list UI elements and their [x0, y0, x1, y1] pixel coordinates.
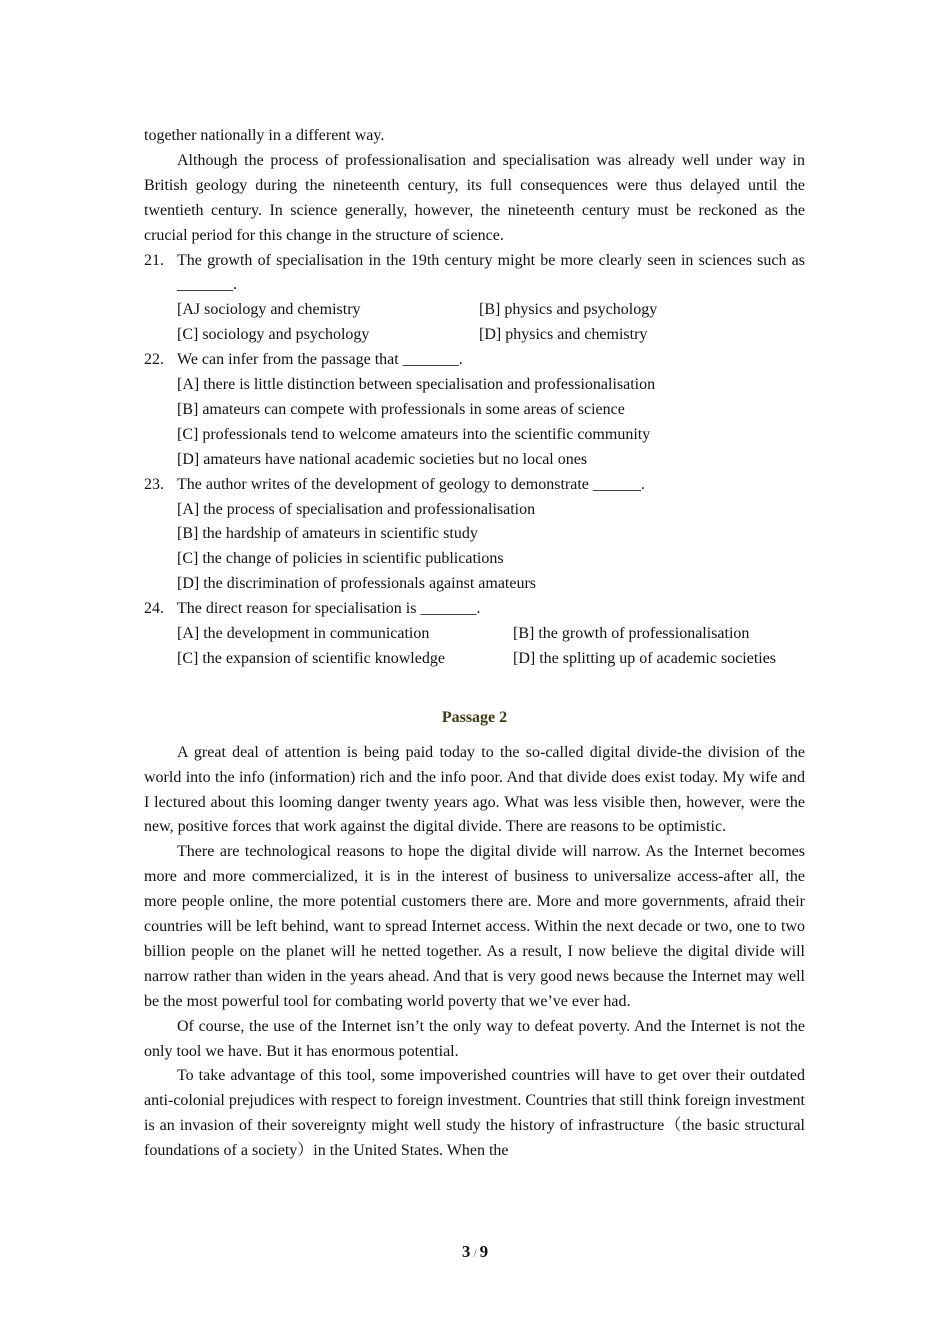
page-number [0, 1242, 950, 1262]
passage-2-paragraph-2: There are technological reasons to hope the digital divide will narrow. As the Internet becomes more and more commercialized, it is in the interest of business to universalize access-after all, the more people online, the more potential customers there are. More and more governments, afraid their countries will be left behind, want to spread Internet access. Within the next decade or two, one to two billion people on the planet will he netted together. As a result, I now believe the digital divide will narrow rather than widen in the years ahead. And that is very good news because the Internet may well be the most powerful tool for combating world poverty that we’ve ever had. [144, 843, 805, 1010]
page-total: 9 [479, 1242, 489, 1261]
question-text: The growth of specialisation in the 19th century might be more clearly seen in sciences such as _______. [177, 251, 805, 294]
option-c[interactable]: [C] the expansion of scientific knowledge [177, 649, 445, 667]
option-a[interactable]: [AJ sociology and chemistry [177, 301, 361, 319]
question-stem [144, 597, 805, 622]
option-c[interactable]: [C] professionals tend to welcome amateurs into the scientific community [177, 425, 651, 443]
continuation-line: together nationally in a different way. [144, 127, 385, 144]
question-text: The author writes of the development of geology to demonstrate ______. [177, 475, 645, 493]
question-23 [144, 473, 805, 597]
option-a[interactable]: [A] there is little distinction between specialisation and professionalisation [177, 376, 656, 394]
option-a[interactable]: [A] the process of specialisation and professionalisation [177, 500, 536, 518]
passage-2-title: Passage 2 [441, 708, 508, 726]
question-stem [144, 348, 805, 373]
question-text: We can infer from the passage that _______. [177, 351, 463, 369]
question-number: 22. [144, 351, 164, 369]
option-d[interactable]: [D] the discrimination of professionals against amateurs [177, 575, 537, 593]
page-separator: / [473, 1246, 477, 1260]
option-d[interactable]: [D] physics and chemistry [479, 326, 648, 344]
option-b[interactable]: [B] physics and psychology [479, 301, 658, 319]
question-22 [144, 348, 805, 472]
options-grid [177, 298, 805, 348]
option-a[interactable]: [A] the development in communication [177, 624, 430, 642]
option-b[interactable]: [B] amateurs can compete with professionals in some areas of science [177, 400, 625, 418]
question-21 [144, 249, 805, 349]
page-current: 3 [461, 1242, 471, 1261]
option-d[interactable]: [D] the splitting up of academic societies [513, 649, 777, 667]
paragraph-geology-conclusion: Although the process of professionalisation and specialisation was already well under way in British geology during the nineteenth century, its full consequences were thus delayed until the twentieth century. In science generally, however, the nineteenth century must be reckoned as the crucial period for this change in the structure of science. [144, 151, 805, 244]
option-c[interactable]: [C] the change of policies in scientific publications [177, 550, 504, 568]
document-page [144, 124, 805, 1164]
question-stem [144, 249, 805, 299]
question-number: 24. [144, 600, 164, 618]
option-c[interactable]: [C] sociology and psychology [177, 326, 370, 344]
question-number: 21. [144, 251, 164, 269]
options-grid [177, 622, 805, 672]
question-text: The direct reason for specialisation is _______. [177, 600, 481, 618]
question-stem [144, 473, 805, 498]
passage-2-paragraph-3: Of course, the use of the Internet isn’t the only way to defeat poverty. And the Internet is not the only tool we have. But it has enormous potential. [144, 1017, 805, 1060]
passage-2-paragraph-4: To take advantage of this tool, some impoverished countries will have to get over their outdated anti-colonial prejudices with respect to foreign investment. Countries that still think foreign investment is an invasion of their sovereignty might well study the history of infrastructure（the basic structural foundations of a society）in the United States. When the [144, 1067, 805, 1160]
question-number: 23. [144, 475, 164, 493]
question-24 [144, 597, 805, 672]
option-b[interactable]: [B] the hardship of amateurs in scientific study [177, 525, 478, 543]
option-b[interactable]: [B] the growth of professionalisation [513, 624, 750, 642]
option-d[interactable]: [D] amateurs have national academic societies but no local ones [177, 450, 588, 468]
passage-2-paragraph-1: A great deal of attention is being paid today to the so-called digital divide-the division of the world into the info (information) rich and the info poor. And that divide does exist today. My wife and I lectured about this looming danger twenty years ago. What was less visible then, however, were the new, positive forces that work against the digital divide. There are reasons to be optimistic. [144, 743, 805, 836]
